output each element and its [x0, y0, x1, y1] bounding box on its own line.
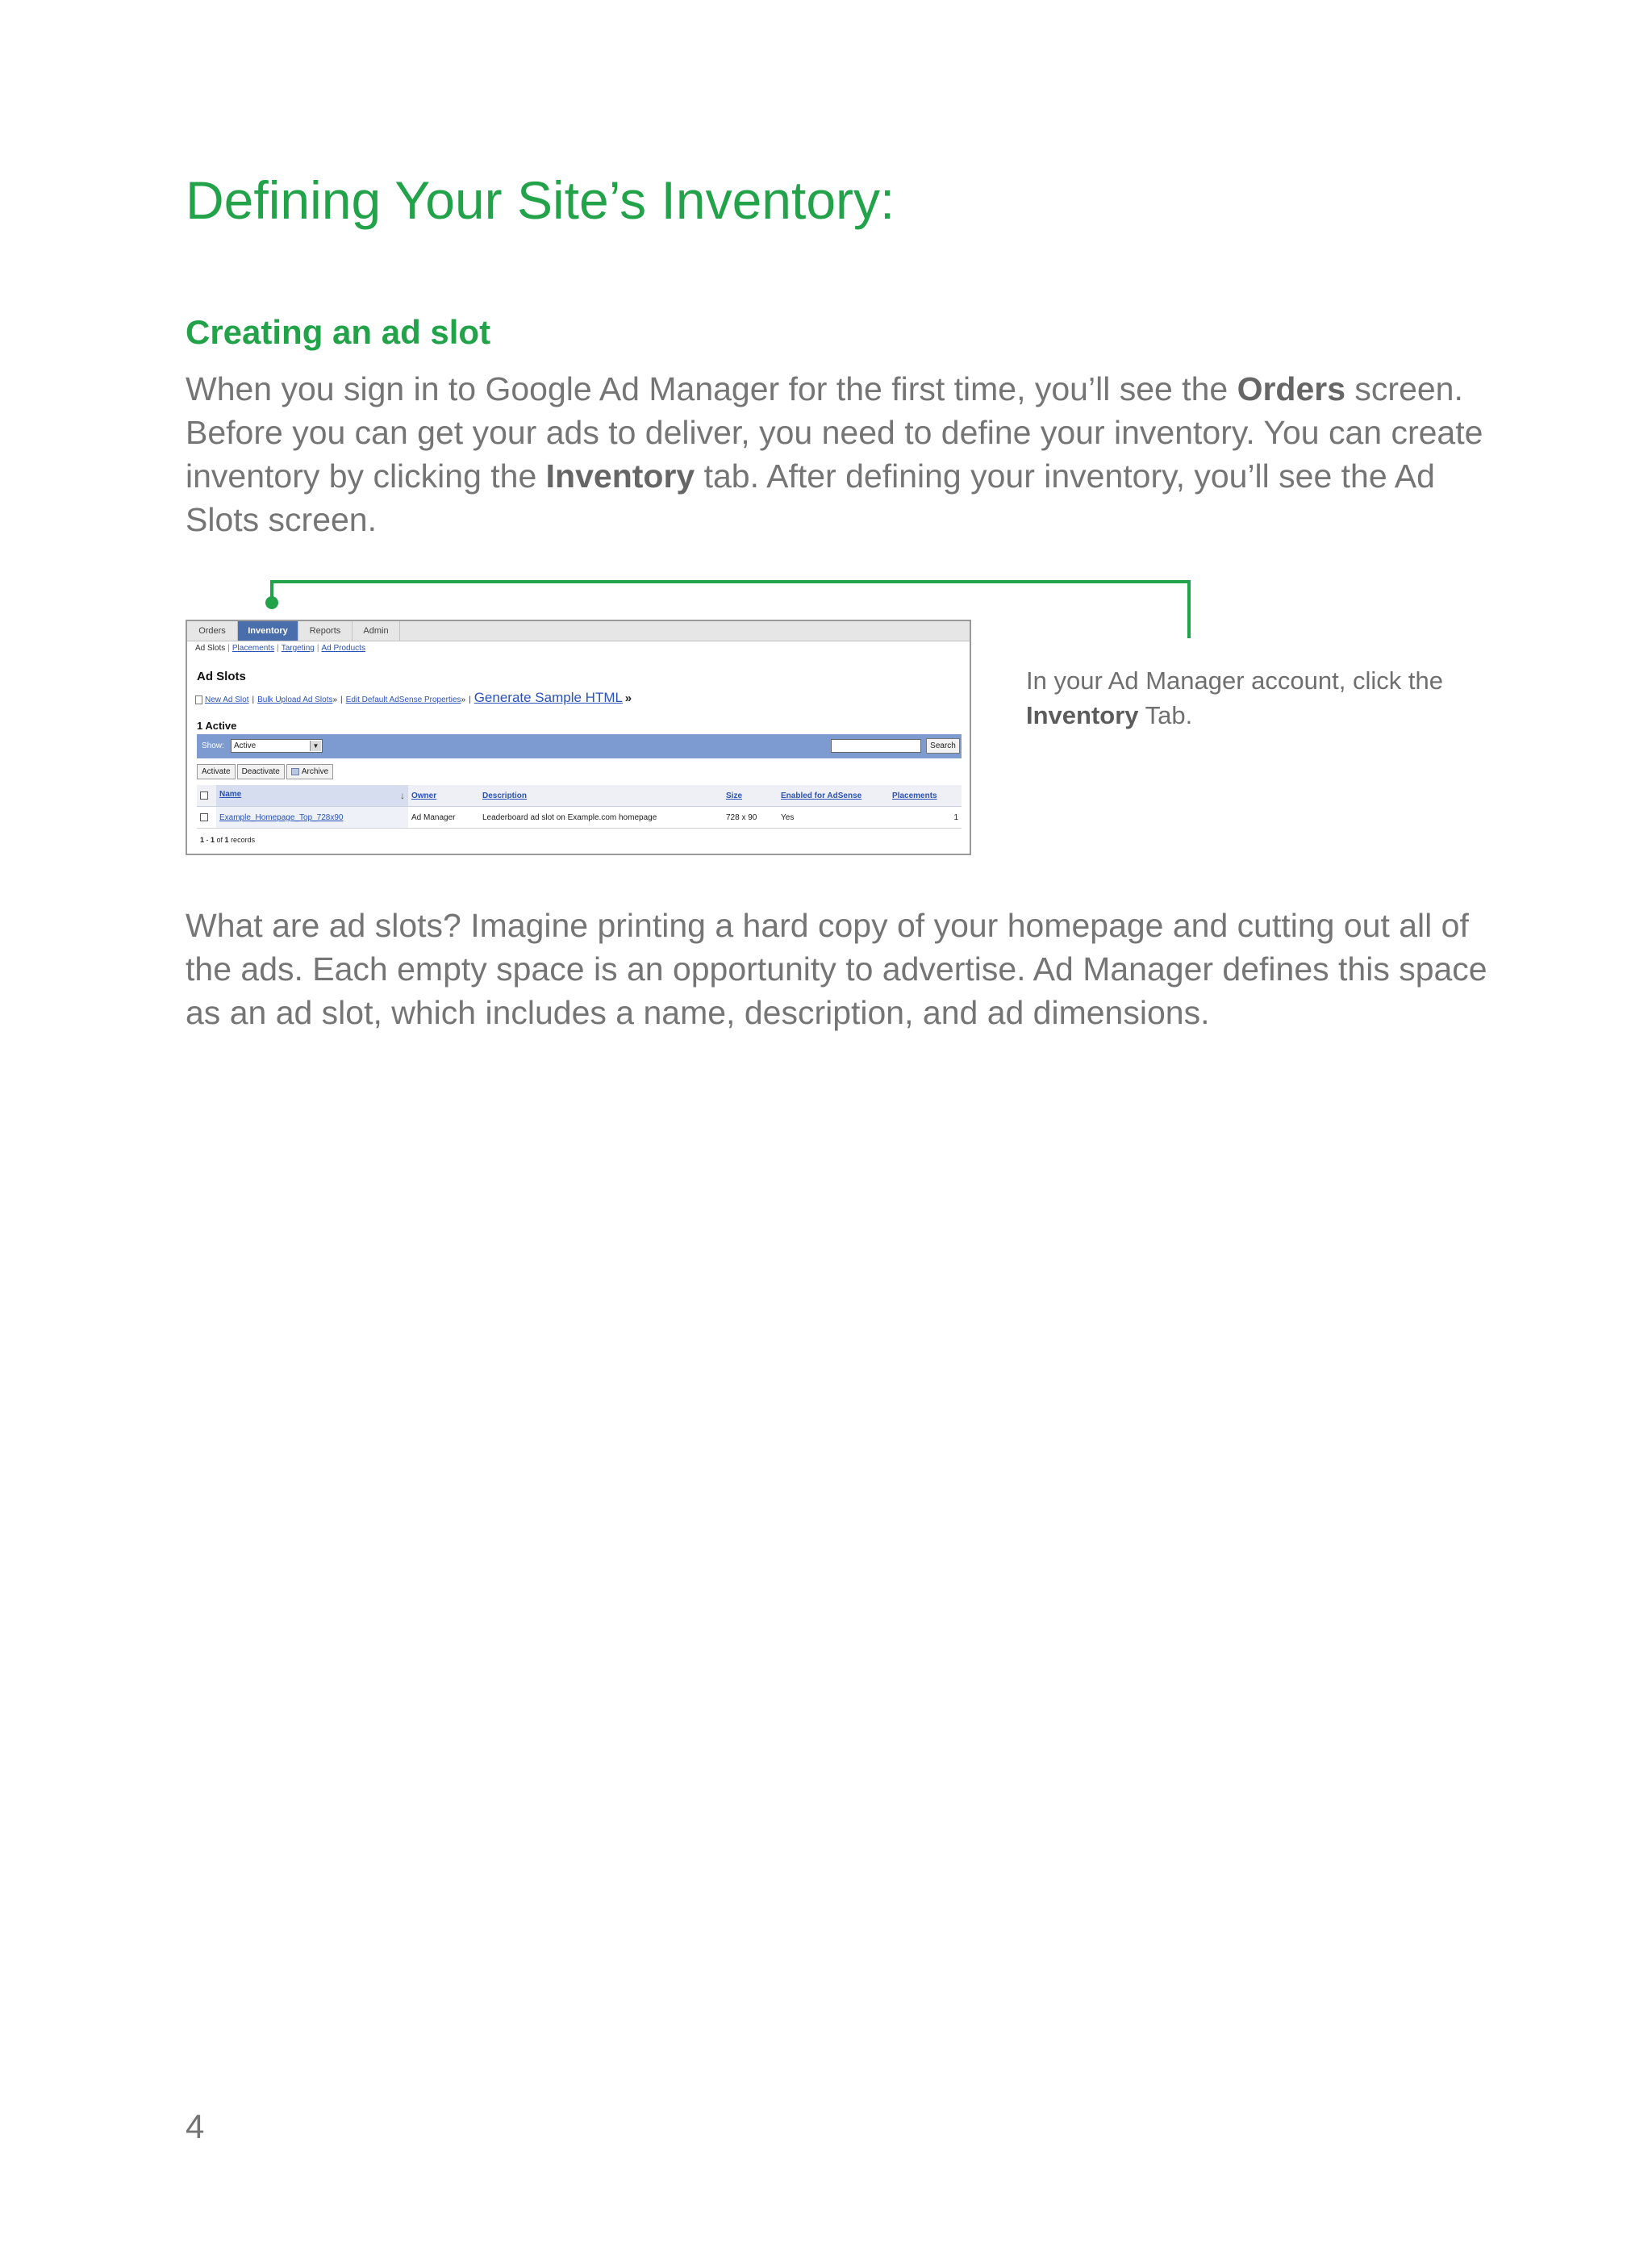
- page-number: 4: [186, 2107, 205, 2145]
- table-header-row: [197, 785, 962, 807]
- header-owner-label[interactable]: Owner: [411, 791, 437, 800]
- inventory-subnav: [195, 644, 365, 655]
- search-button[interactable]: Search: [926, 738, 960, 754]
- subnav-placements[interactable]: Placements: [232, 644, 275, 653]
- action-separator: |: [252, 695, 255, 704]
- main-tabs: [187, 621, 970, 641]
- select-all-header: [197, 785, 216, 807]
- header-adsense-label[interactable]: Enabled for AdSense: [781, 791, 862, 800]
- callout-text-2: Tab.: [1138, 701, 1193, 729]
- deactivate-button[interactable]: Deactivate: [237, 764, 285, 779]
- search-input[interactable]: [831, 739, 921, 753]
- records-count: [200, 836, 255, 844]
- ad-slot-actions: [195, 690, 632, 704]
- header-placements[interactable]: [889, 785, 962, 807]
- status-select[interactable]: [231, 739, 323, 753]
- header-size-label[interactable]: Size: [726, 791, 743, 800]
- archive-button-label: Archive: [301, 767, 329, 776]
- archive-icon: [291, 768, 299, 775]
- header-description[interactable]: [479, 785, 723, 807]
- action-separator: |: [340, 695, 343, 704]
- records-start: 1: [200, 836, 205, 844]
- new-ad-slot-link[interactable]: New Ad Slot: [205, 695, 249, 704]
- cell-description: Leaderboard ad slot on Example.com homepage: [479, 807, 723, 829]
- cell-adsense: Yes: [778, 807, 889, 829]
- subnav-targeting[interactable]: Targeting: [281, 644, 315, 653]
- header-placements-label[interactable]: Placements: [892, 791, 937, 800]
- tab-admin[interactable]: Admin: [353, 621, 400, 641]
- filter-bar: [197, 734, 962, 758]
- callout-line-right: [1187, 580, 1191, 638]
- chevron-down-icon: ▼: [310, 741, 321, 751]
- subnav-ad-slots[interactable]: Ad Slots: [195, 644, 226, 653]
- intro-bold-inventory: Inventory: [545, 457, 695, 495]
- chevron-icon: »: [624, 691, 632, 705]
- action-separator: |: [469, 695, 471, 704]
- cell-name: [216, 807, 408, 829]
- header-size[interactable]: [723, 785, 778, 807]
- ad-manager-screenshot: [186, 620, 971, 855]
- table-row: [197, 807, 962, 829]
- header-name[interactable]: [216, 785, 408, 807]
- intro-text-1: When you sign in to Google Ad Manager for the first time, you’ll see the: [186, 370, 1237, 407]
- chevron-icon: »: [461, 695, 466, 704]
- records-end: 1: [211, 836, 215, 844]
- header-adsense[interactable]: [778, 785, 889, 807]
- callout-line-left: [270, 581, 273, 604]
- row-checkbox-cell: [197, 807, 216, 829]
- tab-orders[interactable]: Orders: [187, 621, 238, 641]
- callout-bold-inventory: Inventory: [1026, 701, 1139, 729]
- edit-adsense-link[interactable]: Edit Default AdSense Properties: [345, 695, 461, 704]
- ad-slots-heading: Ad Slots: [197, 670, 246, 683]
- cell-owner: Ad Manager: [408, 807, 479, 829]
- records-label: records: [228, 836, 256, 844]
- records-total: 1: [224, 836, 229, 844]
- ad-slots-table: [197, 785, 962, 829]
- intro-bold-orders: Orders: [1237, 370, 1346, 407]
- callout-text-1: In your Ad Manager account, click the: [1026, 666, 1443, 695]
- ad-slots-paragraph: What are ad slots? Imagine printing a hard copy of your homepage and cutting out all of the ads. Each empty space is an opportunity to advertise. Ad Manager defines this space as an ad slot, which includes a name, description, and ad dimensions.: [186, 907, 1487, 1031]
- select-all-checkbox[interactable]: [200, 791, 208, 800]
- header-owner[interactable]: [408, 785, 479, 807]
- ad-slot-name-link[interactable]: Example_Homepage_Top_728x90: [219, 812, 344, 822]
- cell-size: 728 x 90: [723, 807, 778, 829]
- subnav-separator: |: [277, 644, 279, 653]
- subnav-ad-products[interactable]: Ad Products: [321, 644, 365, 653]
- active-count: 1 Active: [197, 720, 237, 732]
- row-checkbox[interactable]: [200, 813, 208, 821]
- intro-paragraph: [186, 367, 1516, 541]
- page-title: Defining Your Site’s Inventory:: [186, 170, 895, 230]
- tab-reports[interactable]: Reports: [298, 621, 353, 641]
- status-select-value: Active: [234, 741, 257, 750]
- document-icon: [195, 695, 202, 704]
- show-label: Show:: [202, 741, 224, 750]
- subnav-separator: |: [316, 644, 319, 653]
- intro-text-3: tab. After defining your inventory, you’ll see the Ad Slots screen.: [186, 457, 1435, 538]
- intro-text-2: screen. Before you can get your ads to deliver, you need to define your inventory. You can create inventory by clicking the: [186, 370, 1483, 495]
- archive-button[interactable]: [286, 764, 333, 779]
- header-name-label[interactable]: Name: [219, 790, 242, 799]
- activate-button[interactable]: Activate: [197, 764, 236, 779]
- callout-line-top: [270, 580, 1191, 583]
- bulk-upload-link[interactable]: Bulk Upload Ad Slots: [257, 695, 333, 704]
- sort-down-icon: ↓: [400, 790, 405, 801]
- tab-inventory[interactable]: Inventory: [238, 621, 298, 641]
- callout-text: [1026, 663, 1446, 733]
- section-heading: Creating an ad slot: [186, 313, 491, 351]
- subnav-separator: |: [227, 644, 230, 653]
- chevron-icon: »: [332, 695, 338, 704]
- bulk-action-buttons: [197, 764, 335, 780]
- cell-placements: 1: [889, 807, 962, 829]
- generate-html-link[interactable]: Generate Sample HTML: [473, 690, 623, 705]
- records-of: of: [215, 836, 225, 844]
- records-dash: -: [204, 836, 211, 844]
- header-description-label[interactable]: Description: [482, 791, 528, 800]
